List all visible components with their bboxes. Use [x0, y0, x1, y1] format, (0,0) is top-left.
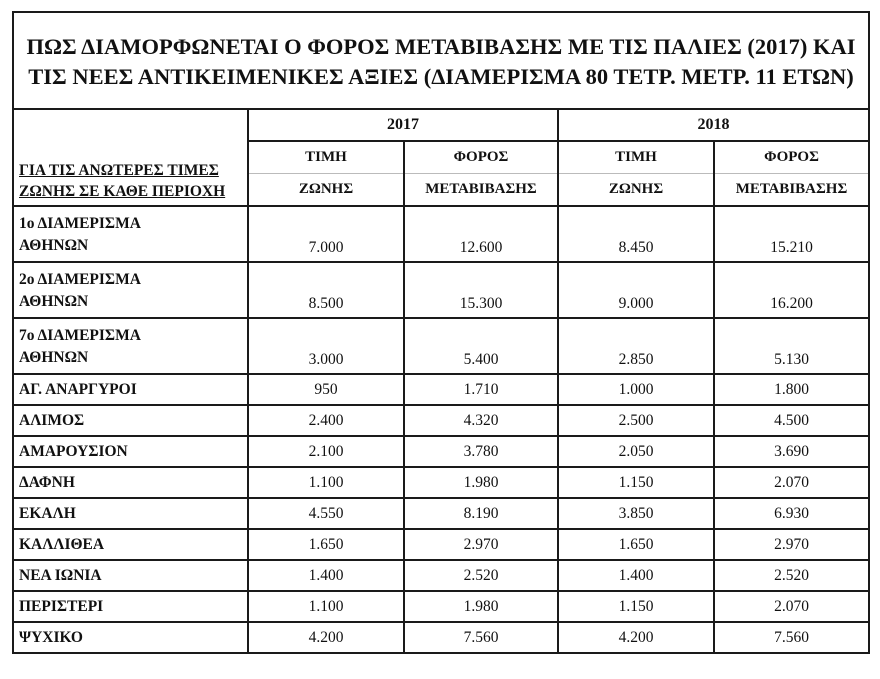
header-line: ΖΩΝΗΣ: [608, 181, 664, 197]
year-header-2017: 2017: [248, 109, 558, 141]
column-header-zone-price-2017: [248, 141, 404, 206]
header-line: ΤΙΜΗ: [249, 142, 403, 174]
transfer-tax-2018: 2.970: [714, 529, 869, 560]
zone-price-2017: 7.000: [248, 206, 404, 262]
transfer-tax-2018: 16.200: [714, 262, 869, 318]
zone-price-2018: 1.150: [558, 467, 714, 498]
region-name: ΨΥΧΙΚΟ: [13, 622, 248, 653]
region-name: ΕΚΑΛΗ: [13, 498, 248, 529]
region-column-header: ΓΙΑ ΤΙΣ ΑΝΩΤΕΡΕΣ ΤΙΜΕΣ ΖΩΝΗΣ ΣΕ ΚΑΘΕ ΠΕΡΙΟΧΗ: [13, 109, 248, 206]
zone-price-2018: 2.050: [558, 436, 714, 467]
table-title: ΠΩΣ ΔΙΑΜΟΡΦΩΝΕΤΑΙ Ο ΦΟΡΟΣ ΜΕΤΑΒΙΒΑΣΗΣ ΜΕ ΤΙΣ ΠΑΛΙΕΣ (2017) ΚΑΙ ΤΙΣ ΝΕΕΣ ΑΝΤΙΚΕΙΜΕΝΙΚΕΣ ΑΞΙΕΣ (ΔΙΑΜΕΡΙΣΜΑ 80 ΤΕΤΡ. ΜΕΤΡ. 11 ΕΤΩΝ): [13, 12, 869, 109]
region-name: ΠΕΡΙΣΤΕΡΙ: [13, 591, 248, 622]
table-row: [13, 262, 869, 318]
zone-price-2018: 2.850: [558, 318, 714, 374]
transfer-tax-2018: 3.690: [714, 436, 869, 467]
transfer-tax-2018: 15.210: [714, 206, 869, 262]
zone-price-2017: 8.500: [248, 262, 404, 318]
region-name: ΝΕΑ ΙΩΝΙΑ: [13, 560, 248, 591]
region-name: ΑΛΙΜΟΣ: [13, 405, 248, 436]
table-row: [13, 560, 869, 591]
header-line: ΜΕΤΑΒΙΒΑΣΗΣ: [425, 181, 537, 197]
zone-price-2017: 1.400: [248, 560, 404, 591]
transfer-tax-2018: 2.520: [714, 560, 869, 591]
header-line: ΜΕΤΑΒΙΒΑΣΗΣ: [735, 181, 848, 197]
region-name: ΑΓ. ΑΝΑΡΓΥΡΟΙ: [13, 374, 248, 405]
zone-price-2018: 2.500: [558, 405, 714, 436]
transfer-tax-2018: 6.930: [714, 498, 869, 529]
header-line: ΖΩΝΗΣ: [298, 181, 354, 197]
zone-price-2018: 1.150: [558, 591, 714, 622]
header-line: ΦΟΡΟΣ: [405, 142, 557, 174]
table-row: [13, 374, 869, 405]
transfer-tax-2017: 2.520: [404, 560, 558, 591]
transfer-tax-2017: 7.560: [404, 622, 558, 653]
table-row: [13, 206, 869, 262]
transfer-tax-2017: 1.980: [404, 467, 558, 498]
transfer-tax-2018: 4.500: [714, 405, 869, 436]
table-row: [13, 318, 869, 374]
transfer-tax-2017: 8.190: [404, 498, 558, 529]
region-name: ΑΜΑΡΟΥΣΙΟΝ: [13, 436, 248, 467]
region-name: 2ο ΔΙΑΜΕΡΙΣΜΑ ΑΘΗΝΩΝ: [13, 262, 248, 318]
table-row: [13, 622, 869, 653]
year-header-2018: 2018: [558, 109, 869, 141]
column-header-transfer-tax-2017: [404, 141, 558, 206]
header-line: ΦΟΡΟΣ: [715, 142, 868, 174]
transfer-tax-2017: 2.970: [404, 529, 558, 560]
region-name: ΚΑΛΛΙΘΕΑ: [13, 529, 248, 560]
zone-price-2018: 8.450: [558, 206, 714, 262]
tax-comparison-table: [12, 11, 870, 654]
zone-price-2017: 2.100: [248, 436, 404, 467]
zone-price-2017: 950: [248, 374, 404, 405]
zone-price-2018: 1.000: [558, 374, 714, 405]
column-header-transfer-tax-2018: [714, 141, 869, 206]
transfer-tax-2017: 12.600: [404, 206, 558, 262]
zone-price-2018: 4.200: [558, 622, 714, 653]
zone-price-2018: 1.650: [558, 529, 714, 560]
table-row: [13, 529, 869, 560]
zone-price-2017: 3.000: [248, 318, 404, 374]
table-row: [13, 498, 869, 529]
transfer-tax-2017: 1.710: [404, 374, 558, 405]
zone-price-2017: 4.550: [248, 498, 404, 529]
region-name: 7ο ΔΙΑΜΕΡΙΣΜΑ ΑΘΗΝΩΝ: [13, 318, 248, 374]
region-name: 1ο ΔΙΑΜΕΡΙΣΜΑ ΑΘΗΝΩΝ: [13, 206, 248, 262]
zone-price-2017: 4.200: [248, 622, 404, 653]
table-row: [13, 591, 869, 622]
table-row: [13, 467, 869, 498]
zone-price-2017: 1.100: [248, 591, 404, 622]
transfer-tax-2018: 5.130: [714, 318, 869, 374]
table-row: [13, 436, 869, 467]
transfer-tax-2017: 1.980: [404, 591, 558, 622]
transfer-tax-2017: 5.400: [404, 318, 558, 374]
zone-price-2017: 1.100: [248, 467, 404, 498]
header-line: ΤΙΜΗ: [559, 142, 713, 174]
transfer-tax-2017: 3.780: [404, 436, 558, 467]
zone-price-2017: 2.400: [248, 405, 404, 436]
transfer-tax-2018: 7.560: [714, 622, 869, 653]
zone-price-2018: 9.000: [558, 262, 714, 318]
transfer-tax-2017: 15.300: [404, 262, 558, 318]
zone-price-2017: 1.650: [248, 529, 404, 560]
column-header-zone-price-2018: [558, 141, 714, 206]
table-row: [13, 405, 869, 436]
region-name: ΔΑΦΝΗ: [13, 467, 248, 498]
zone-price-2018: 3.850: [558, 498, 714, 529]
transfer-tax-2018: 2.070: [714, 591, 869, 622]
transfer-tax-2018: 1.800: [714, 374, 869, 405]
transfer-tax-2018: 2.070: [714, 467, 869, 498]
zone-price-2018: 1.400: [558, 560, 714, 591]
transfer-tax-2017: 4.320: [404, 405, 558, 436]
